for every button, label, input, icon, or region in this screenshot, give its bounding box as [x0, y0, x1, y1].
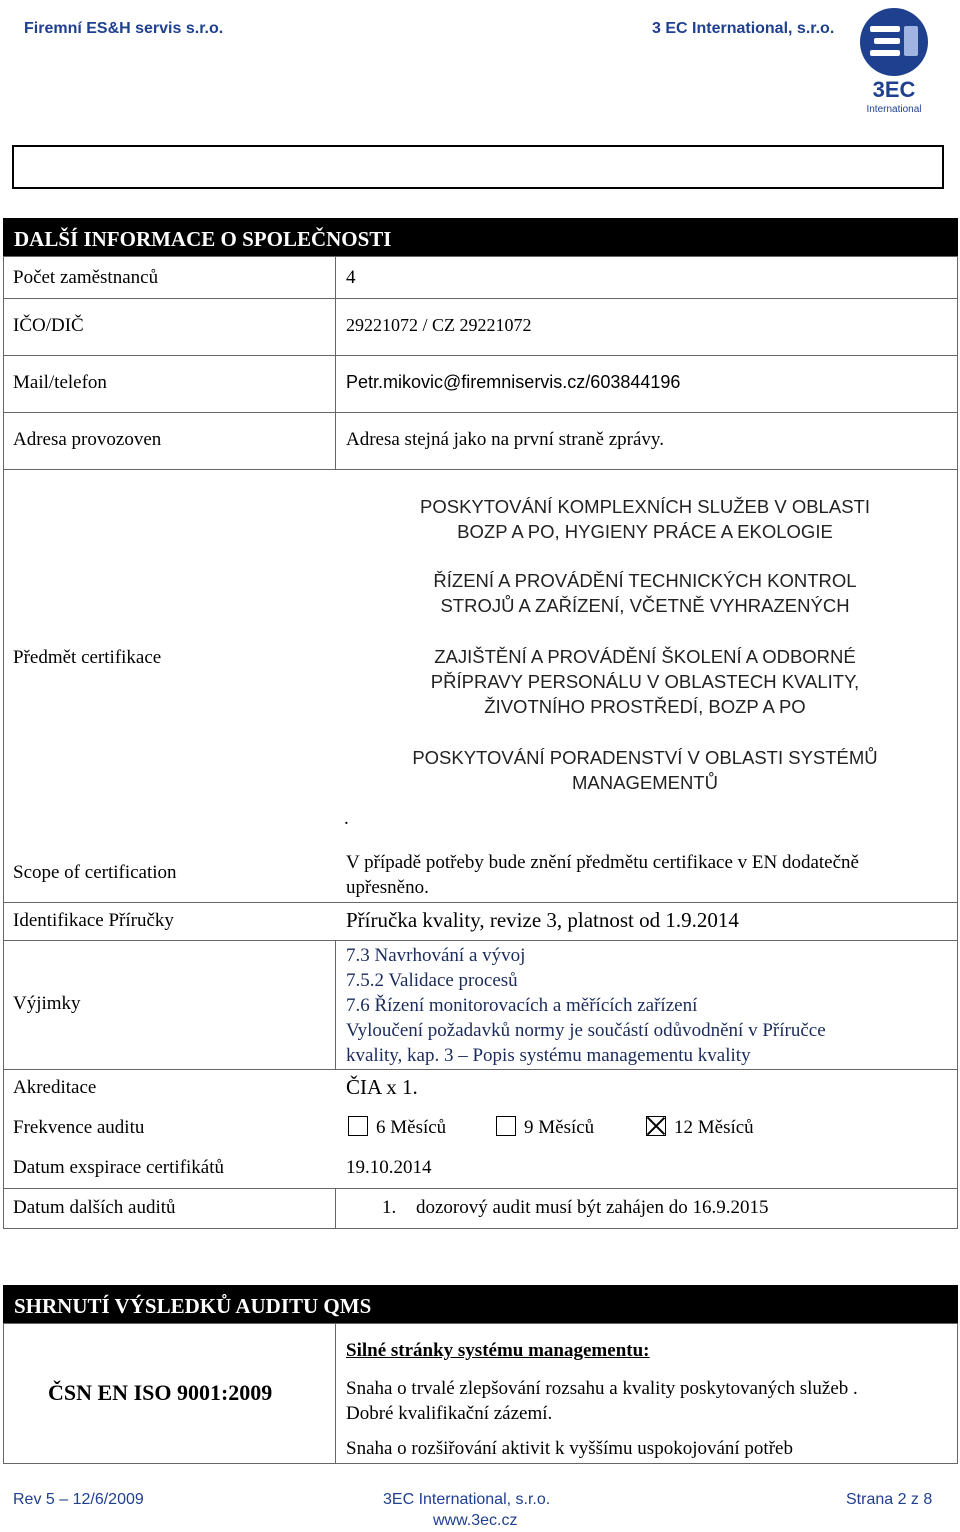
divider: [335, 1188, 336, 1229]
strengths-heading: Silné stránky systému managementu:: [346, 1340, 650, 1361]
subject-line: BOZP A PO, HYGIENY PRÁCE A EKOLOGIE: [457, 521, 833, 542]
ico-value: 29221072 / CZ 29221072: [346, 315, 532, 335]
ico-label: IČO/DIČ: [13, 315, 84, 336]
footer-website[interactable]: www.3ec.cz: [433, 1512, 518, 1529]
checkbox-9-months[interactable]: [496, 1116, 516, 1136]
next-audit-number: 1.: [382, 1197, 397, 1218]
accreditation-label: Akreditace: [13, 1077, 97, 1098]
exceptions-value: [346, 943, 826, 1068]
subject-block-2: [335, 568, 955, 618]
subject-line: POSKYTOVÁNÍ PORADENSTVÍ V OBLASTI SYSTÉMŮ: [412, 747, 878, 768]
exceptions-line: kvality, kap. 3 – Popis systému managementu kvality: [346, 1045, 751, 1066]
manual-value: Příručka kvality, revize 3, platnost od 1.9.2014: [346, 908, 739, 932]
next-audit-value: dozorový audit musí být zahájen do 16.9.2015: [416, 1197, 769, 1218]
employees-value: 4: [346, 267, 356, 288]
subject-line: STROJŮ A ZAŘÍZENÍ, VČETNĚ VYHRAZENÝCH: [440, 595, 850, 616]
divider: [3, 1069, 958, 1070]
logo-text: 3EC: [872, 77, 916, 102]
scope-value: [346, 850, 859, 900]
exceptions-label: Výjimky: [13, 993, 81, 1014]
section-header-summary: [3, 1285, 958, 1323]
section-header-company-info: [3, 218, 958, 256]
frequency-label: Frekvence auditu: [13, 1117, 145, 1138]
section-title: SHRNUTÍ VÝSLEDKŮ AUDITU QMS: [6, 1290, 945, 1320]
footer-company: 3EC International, s.r.o.: [383, 1491, 551, 1508]
footer-page-number: Strana 2 z 8: [846, 1491, 933, 1508]
divider: [3, 1228, 958, 1229]
divider: [3, 902, 958, 903]
exceptions-line: 7.6 Řízení monitorovacích a měřících zařízení: [346, 995, 698, 1016]
footer-revision: Rev 5 – 12/6/2009: [13, 1491, 144, 1508]
empty-box: [12, 145, 944, 189]
frequency-option-label: 12 Měsíců: [674, 1117, 754, 1138]
scope-line: upřesněno.: [346, 877, 429, 898]
logo-subtext: International: [866, 104, 922, 115]
frequency-option-label: 6 Měsíců: [376, 1117, 447, 1138]
subject-line: ŘÍZENÍ A PROVÁDĚNÍ TECHNICKÝCH KONTROL: [433, 570, 857, 591]
scope-line: V případě potřeby bude znění předmětu certifikace v EN dodatečně: [346, 852, 859, 873]
mail-value: Petr.mikovic@firemniservis.cz/603844196: [346, 372, 681, 392]
strength-line: Dobré kvalifikační zázemí.: [346, 1403, 553, 1424]
divider: [957, 466, 958, 1229]
next-audit-label: Datum dalších auditů: [13, 1197, 176, 1218]
subject-line: POSKYTOVÁNÍ KOMPLEXNÍCH SLUŽEB V OBLASTI: [420, 496, 870, 517]
strength-item: [346, 1376, 858, 1426]
scope-label: Scope of certification: [13, 862, 177, 883]
subject-line: ZAJIŠTĚNÍ A PROVÁDĚNÍ ŠKOLENÍ A ODBORNÉ: [434, 646, 856, 667]
header-company-right: 3 EC International, s.r.o.: [652, 20, 835, 37]
address-value: Adresa stejná jako na první straně zprávy.: [346, 429, 664, 450]
strength-line: Snaha o trvalé zlepšování rozsahu a kvality poskytovaných služeb .: [346, 1378, 858, 1399]
accreditation-value: ČIA x 1.: [346, 1075, 418, 1099]
frequency-option-6[interactable]: [348, 1116, 446, 1139]
divider: [335, 940, 336, 1070]
subject-line: PŘÍPRAVY PERSONÁLU V OBLASTECH KVALITY,: [430, 671, 860, 692]
checkbox-6-months[interactable]: [348, 1116, 368, 1136]
divider: [3, 466, 4, 1229]
checkbox-12-months[interactable]: [646, 1116, 666, 1136]
divider: [3, 940, 958, 941]
subject-line: ŽIVOTNÍHO PROSTŘEDÍ, BOZP A PO: [484, 696, 806, 717]
subject-block-1: [335, 494, 955, 544]
divider: [3, 1188, 958, 1189]
frequency-option-12[interactable]: [646, 1116, 754, 1139]
expiry-value: 19.10.2014: [346, 1157, 432, 1178]
standard-name: ČSN EN ISO 9001:2009: [48, 1380, 273, 1405]
mail-label: Mail/telefon: [13, 372, 107, 393]
frequency-option-9[interactable]: [496, 1116, 594, 1139]
subject-block-3: [335, 644, 955, 719]
strength-item: Snaha o rozšiřování aktivit k vyššímu uspokojování potřeb: [346, 1438, 793, 1459]
exceptions-line: 7.5.2 Validace procesů: [346, 970, 518, 991]
header-company-left: Firemní ES&H servis s.r.o.: [24, 20, 224, 37]
subject-line: MANAGEMENTŮ: [572, 772, 718, 793]
exceptions-line: 7.3 Navrhování a vývoj: [346, 945, 526, 966]
subject-block-4: [335, 745, 955, 795]
company-logo: [852, 6, 936, 116]
subject-dot: .: [344, 808, 349, 829]
employees-label: Počet zaměstnanců: [13, 267, 159, 288]
manual-label: Identifikace Příručky: [13, 910, 174, 931]
frequency-option-label: 9 Měsíců: [524, 1117, 595, 1138]
exceptions-line: Vyloučení požadavků normy je součástí odůvodnění v Příručce: [346, 1020, 826, 1041]
address-label: Adresa provozoven: [13, 429, 162, 450]
expiry-label: Datum exspirace certifikátů: [13, 1157, 225, 1178]
section-title: DALŠÍ INFORMACE O SPOLEČNOSTI: [6, 223, 945, 253]
subject-label: Předmět certifikace: [13, 647, 162, 668]
